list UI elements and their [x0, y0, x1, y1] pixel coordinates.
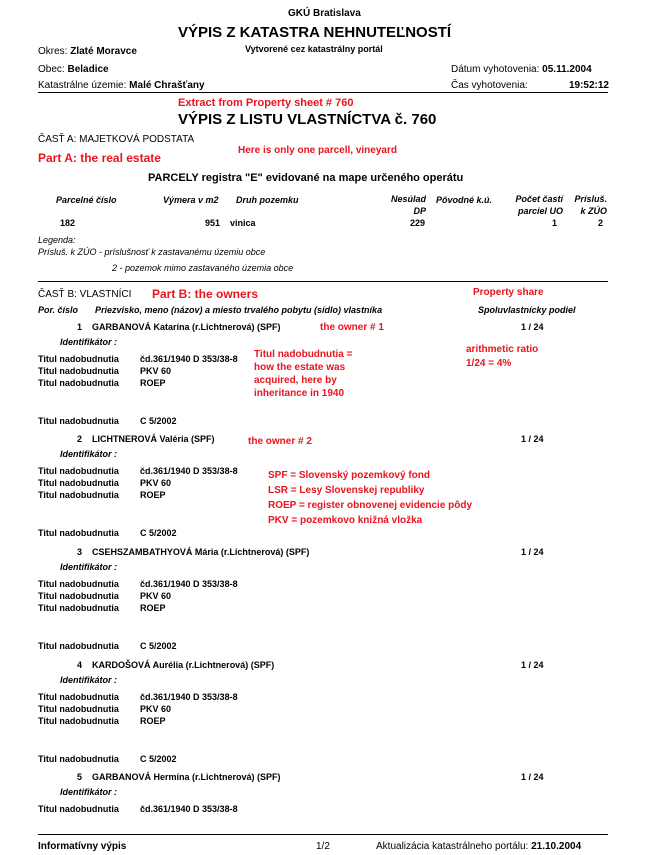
owner-name: CSEHSZAMBATHYOVÁ Mária (r.Lichtnerová) (SPF) — [92, 547, 310, 557]
owner-identifikator: Identifikátor : — [60, 562, 118, 572]
title-value: čd.361/1940 D 353/38-8 — [140, 354, 238, 364]
parcel-annotation: Here is only one parcell, vineyard — [238, 145, 397, 156]
title-label: Titul nadobudnutia — [38, 716, 119, 726]
footer-left: Informatívny výpis — [38, 841, 127, 852]
owner-identifikator: Identifikátor : — [60, 675, 118, 685]
owner-name: GARBANOVÁ Katarína (r.Lichtnerová) (SPF) — [92, 322, 281, 332]
ku-label: Katastrálne územie: — [38, 80, 127, 91]
owner-share: 1 / 24 — [521, 547, 544, 557]
abbreviations-annotation — [268, 468, 472, 528]
ratio-annotation — [466, 343, 538, 371]
datum-label: Dátum vyhotovenia: — [451, 64, 540, 75]
title-label: Titul nadobudnutia — [38, 466, 119, 476]
document-title: VÝPIS Z KATASTRA NEHNUTEĽNOSTÍ — [178, 24, 452, 41]
title-label: Titul nadobudnutia — [38, 478, 119, 488]
titul-expl-line: how the estate was — [254, 362, 346, 373]
okres-row — [38, 46, 137, 57]
title-value: ROEP — [140, 603, 166, 613]
owner-number: 5 — [77, 772, 83, 782]
sheet-title: VÝPIS Z LISTU VLASTNÍCTVA č. 760 — [178, 111, 437, 128]
col-share: Spoluvlastnícky podiel — [478, 305, 576, 315]
cell-parcel: 182 — [60, 218, 76, 228]
abbrev-lsr: LSR = Lesy Slovenskej republiky — [268, 485, 425, 496]
title-value: čd.361/1940 D 353/38-8 — [140, 804, 238, 814]
title-value: ROEP — [140, 716, 166, 726]
owner-name: GARBANOVÁ Hermína (r.Lichtnerová) (SPF) — [92, 772, 281, 782]
footer-update — [376, 841, 581, 852]
cas-label: Čas vyhotovenia: — [451, 80, 528, 91]
cas-row — [451, 80, 609, 91]
owner-identifikator: Identifikátor : — [60, 449, 118, 459]
ku-value: Malé Chrašťany — [129, 80, 205, 91]
obec-value: Beladice — [67, 64, 109, 75]
col-por: Por. číslo — [38, 305, 79, 315]
title-label: Titul nadobudnutia — [38, 692, 119, 702]
header-divider — [38, 92, 608, 93]
title-value: čd.361/1940 D 353/38-8 — [140, 579, 238, 589]
col-parcel: Parcelné číslo — [56, 195, 117, 205]
ratio-line: 1/24 = 4% — [466, 358, 512, 369]
title-label: Titul nadobudnutia — [38, 528, 119, 538]
page-number: 1/2 — [316, 841, 330, 852]
title-value: PKV 60 — [140, 704, 172, 714]
part-a-heading: ČASŤ A: MAJETKOVÁ PODSTATA — [38, 134, 195, 145]
share-annotation: Property share — [473, 287, 544, 298]
part-a-annotation: Part A: the real estate — [38, 151, 161, 165]
owner-name: LICHTNEROVÁ Valéria (SPF) — [92, 434, 215, 444]
org-name: GKÚ Bratislava — [288, 8, 361, 19]
parcels-table-title: PARCELY registra "E" evidované na mape určeného operátu — [148, 172, 464, 184]
title-value: ROEP — [140, 378, 166, 388]
owner-2-annotation: the owner # 2 — [248, 436, 312, 447]
title-label: Titul nadobudnutia — [38, 804, 119, 814]
title-value: ROEP — [140, 490, 166, 500]
part-a-divider — [38, 281, 608, 282]
col-prislus: Prísluš. k ZÚO — [574, 194, 607, 216]
part-b-annotation: Part B: the owners — [152, 287, 259, 301]
owner-name: KARDOŠOVÁ Aurélia (r.Lichtnerová) (SPF) — [92, 660, 275, 670]
titul-expl-line: Titul nadobudnutia = — [254, 349, 353, 360]
title-label: Titul nadobudnutia — [38, 354, 119, 364]
okres-value: Zlaté Moravce — [70, 46, 137, 57]
owner-share: 1 / 24 — [521, 772, 544, 782]
footer-update-label: Aktualizácia katastrálneho portálu: — [376, 841, 529, 852]
datum-value: 05.11.2004 — [542, 64, 592, 75]
document-subtitle: Vytvorené cez katastrálny portál — [245, 44, 383, 54]
col-owner-name: Priezvisko, meno (názov) a miesto trvalého pobytu (sídlo) vlastníka — [95, 305, 383, 315]
cell-parts: 1 — [552, 218, 558, 228]
col-type: Druh pozemku — [236, 195, 299, 205]
title-value-extra: C 5/2002 — [140, 528, 177, 538]
titul-explanation — [254, 348, 352, 400]
col-parts: Počet častí parciel UO — [515, 194, 563, 216]
title-label: Titul nadobudnutia — [38, 490, 119, 500]
col-nesulad: Nesúlad DP — [390, 194, 426, 216]
part-b-heading: ČASŤ B: VLASTNÍCI — [38, 289, 132, 300]
title-label: Titul nadobudnutia — [38, 579, 119, 589]
cas-value: 19:52:12 — [568, 80, 609, 91]
title-label: Titul nadobudnutia — [38, 754, 119, 764]
owner-number: 1 — [77, 322, 83, 332]
owner-number: 3 — [77, 547, 83, 557]
owner-1-annotation: the owner # 1 — [320, 322, 384, 333]
abbrev-pkv: PKV = pozemkovo knižná vložka — [268, 515, 423, 526]
title-label: Titul nadobudnutia — [38, 416, 119, 426]
obec-row — [38, 64, 109, 75]
cell-nesulad: 229 — [410, 218, 426, 228]
footer-divider — [38, 834, 608, 835]
titul-expl-line: acquired, here by — [254, 375, 337, 386]
title-value-extra: C 5/2002 — [140, 416, 177, 426]
title-label: Titul nadobudnutia — [38, 641, 119, 651]
datum-row — [451, 64, 592, 75]
owner-share: 1 / 24 — [521, 434, 544, 444]
ku-row — [38, 80, 205, 91]
title-value-extra: C 5/2002 — [140, 754, 177, 764]
title-label: Titul nadobudnutia — [38, 603, 119, 613]
title-value: čd.361/1940 D 353/38-8 — [140, 466, 238, 476]
col-area: Výmera v m2 — [163, 195, 219, 205]
col-povodne: Pôvodné k.ú. — [436, 195, 493, 205]
legend-line-1: Prísluš. k ZÚO - príslušnosť k zastavanému územiu obce — [38, 247, 266, 257]
cell-type: vinica — [230, 218, 256, 228]
abbrev-roep: ROEP = register obnovenej evidencie pôdy — [268, 500, 473, 511]
title-value: čd.361/1940 D 353/38-8 — [140, 692, 238, 702]
owner-number: 4 — [77, 660, 83, 670]
footer-update-value: 21.10.2004 — [531, 841, 582, 852]
title-label: Titul nadobudnutia — [38, 704, 119, 714]
title-label: Titul nadobudnutia — [38, 366, 119, 376]
title-value: PKV 60 — [140, 478, 172, 488]
title-value: PKV 60 — [140, 591, 172, 601]
legend-line-2: 2 - pozemok mimo zastavaného územia obce — [112, 263, 294, 273]
owner-number: 2 — [77, 434, 83, 444]
owner-identifikator: Identifikátor : — [60, 787, 118, 797]
title-value-extra: C 5/2002 — [140, 641, 177, 651]
obec-label: Obec: — [38, 64, 65, 75]
title-label: Titul nadobudnutia — [38, 378, 119, 388]
cell-area: 951 — [205, 218, 221, 228]
abbrev-spf: SPF = Slovenský pozemkový fond — [268, 470, 430, 481]
owner-share: 1 / 24 — [521, 322, 544, 332]
owner-identifikator: Identifikátor : — [60, 337, 118, 347]
cell-prislus: 2 — [598, 218, 604, 228]
titul-expl-line: inheritance in 1940 — [254, 388, 345, 399]
sheet-annotation: Extract from Property sheet # 760 — [178, 97, 354, 109]
owner-share: 1 / 24 — [521, 660, 544, 670]
title-value: PKV 60 — [140, 366, 172, 376]
legend-title: Legenda: — [38, 235, 76, 245]
title-label: Titul nadobudnutia — [38, 591, 119, 601]
ratio-line: arithmetic ratio — [466, 344, 539, 355]
okres-label: Okres: — [38, 46, 68, 57]
